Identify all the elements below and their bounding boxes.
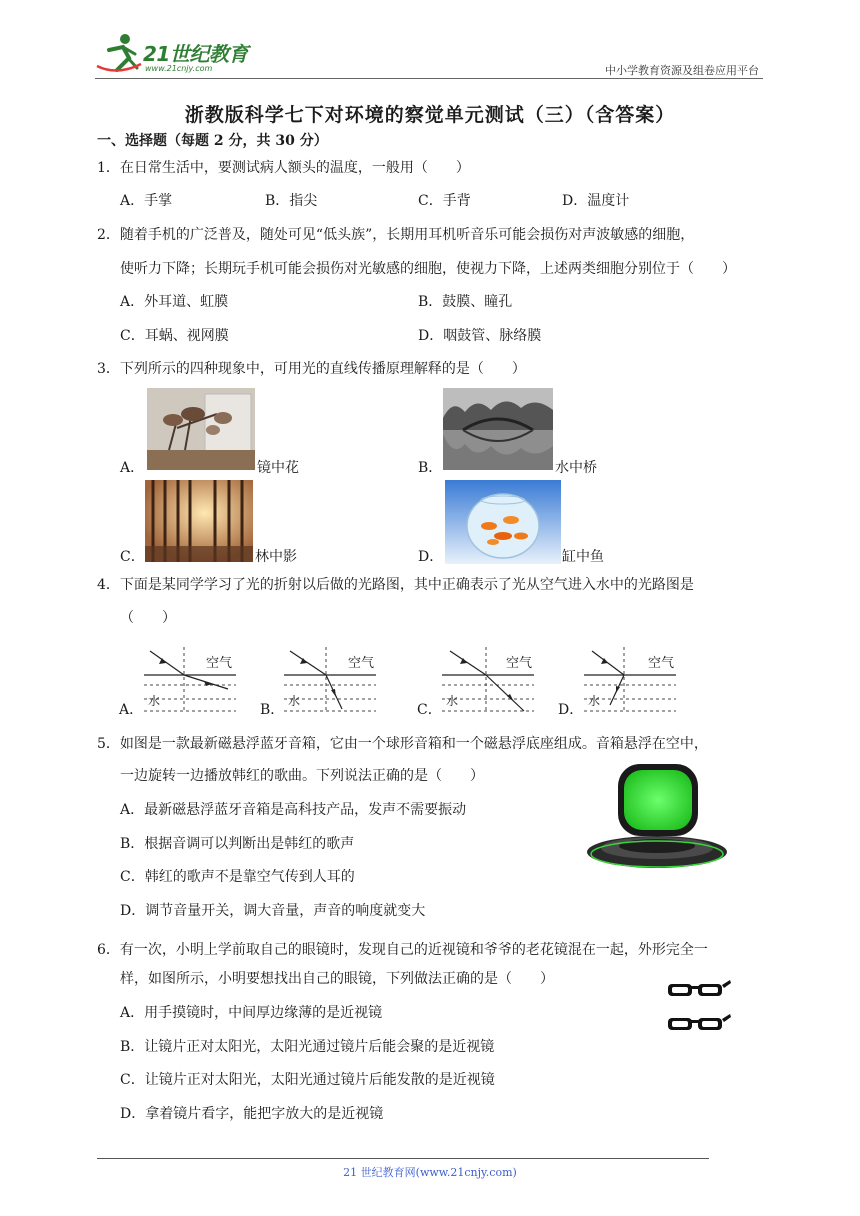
q5-option-d: D．调节音量开关，调大音量，声音的响度就变大 — [120, 903, 426, 919]
q2-option-d: D．咽鼓管、脉络膜 — [418, 328, 542, 344]
q4-option-a-letter: A． — [119, 702, 144, 718]
q5-stem-line2: 一边旋转一边播放韩红的歌曲。下列说法正确的是（ ） — [120, 768, 484, 784]
q4-b-water-label: 水 — [288, 694, 301, 708]
q2-option-a: A．外耳道、虹膜 — [120, 294, 229, 310]
q2-option-b: B．鼓膜、瞳孔 — [418, 294, 513, 310]
q6-option-d: D．拿着镜片看字，能把字放大的是近视镜 — [120, 1106, 384, 1122]
q3-option-c-label: 林中影 — [255, 549, 297, 565]
glasses-icon — [666, 976, 732, 1036]
footer-text: 21 世纪教育网(www.21cnjy.com) — [343, 1166, 517, 1179]
q6-stem-line1: 6．有一次，小明上学前取自己的眼镜时，发现自己的近视镜和爷爷的老花镜混在一起，外形完全一 — [97, 942, 708, 958]
q1-option-a: A．手掌 — [120, 193, 173, 209]
header-divider — [95, 78, 763, 79]
q4-a-air-label: 空气 — [206, 656, 233, 671]
runner-logo-icon — [95, 30, 143, 76]
q1-option-b: B．指尖 — [265, 193, 318, 209]
q2-stem-line2: 使听力下降；长期玩手机可能会损伤对光敏感的细胞，使视力下降，上述两类细胞分别位于（ ） — [120, 261, 736, 277]
q1-stem: 1．在日常生活中，要测试病人额头的温度，一般用（ ） — [97, 160, 470, 176]
q3-option-b-letter: B． — [418, 460, 443, 476]
q3-option-d-label: 缸中鱼 — [562, 549, 604, 565]
q4-b-air-label: 空气 — [348, 656, 375, 671]
q5-option-c: C．韩红的歌声不是靠空气传到人耳的 — [120, 869, 355, 885]
water-bridge-image — [443, 388, 553, 470]
logo-text: 21世纪教育 — [143, 42, 248, 66]
q6-option-c: C．让镜片正对太阳光，太阳光通过镜片后能发散的是近视镜 — [120, 1072, 495, 1088]
q3-option-d-letter: D． — [418, 549, 444, 565]
page-header — [95, 30, 765, 80]
q3-option-c-letter: C． — [120, 549, 145, 565]
q3-option-a-label: 镜中花 — [257, 460, 299, 476]
footer-divider — [97, 1158, 709, 1159]
forest-shadow-image — [145, 480, 253, 562]
q4-option-d-letter: D． — [558, 702, 584, 718]
header-platform-text: 中小学教育资源及组卷应用平台 — [605, 64, 759, 77]
q2-stem-line1: 2．随着手机的广泛普及，随处可见“低头族”，长期用耳机听音乐可能会损伤对声波敏感的细胞， — [97, 227, 695, 243]
q6-option-b: B．让镜片正对太阳光，太阳光通过镜片后能会聚的是近视镜 — [120, 1039, 495, 1055]
q4-a-water-label: 水 — [148, 694, 161, 708]
q1-option-c: C．手背 — [418, 193, 471, 209]
q1-option-d: D．温度计 — [562, 193, 630, 209]
mirror-flower-image — [147, 388, 255, 470]
q4-diagram-c — [438, 643, 538, 715]
q4-diagram-a — [140, 643, 240, 715]
section-heading: 一、选择题（每题 2 分，共 30 分） — [97, 133, 328, 149]
q4-stem-line2: （ ） — [120, 610, 176, 626]
q4-option-c-letter: C． — [417, 702, 442, 718]
q5-stem-line1: 5．如图是一款最新磁悬浮蓝牙音箱，它由一个球形音箱和一个磁悬浮底座组成。音箱悬浮在空中， — [97, 736, 708, 752]
logo-url: www.21cnjy.com — [145, 64, 213, 73]
q4-diagram-d — [580, 643, 680, 715]
logo — [95, 30, 265, 78]
maglev-speaker-image — [584, 762, 730, 874]
q6-stem-line2: 样，如图所示，小明要想找出自己的眼镜，下列做法正确的是（ ） — [120, 971, 554, 987]
q4-d-water-label: 水 — [588, 694, 601, 708]
q4-stem-line1: 4．下面是某同学学习了光的折射以后做的光路图，其中正确表示了光从空气进入水中的光路图是 — [97, 577, 694, 593]
fish-bowl-image — [445, 480, 561, 564]
q3-option-b-label: 水中桥 — [555, 460, 597, 476]
q4-diagram-b — [280, 643, 380, 715]
q2-option-c: C．耳蜗、视网膜 — [120, 328, 229, 344]
q4-c-air-label: 空气 — [506, 656, 533, 671]
q4-c-water-label: 水 — [446, 694, 459, 708]
q4-d-air-label: 空气 — [648, 656, 675, 671]
q4-option-b-letter: B． — [260, 702, 285, 718]
q3-option-a-letter: A． — [120, 460, 145, 476]
page-title: 浙教版科学七下对环境的察觉单元测试（三）（含答案） — [184, 104, 676, 126]
q3-stem: 3．下列所示的四种现象中，可用光的直线传播原理解释的是（ ） — [97, 361, 526, 377]
q5-option-b: B．根据音调可以判断出是韩红的歌声 — [120, 836, 355, 852]
q6-option-a: A．用手摸镜时，中间厚边缘薄的是近视镜 — [120, 1005, 383, 1021]
q5-option-a: A．最新磁悬浮蓝牙音箱是高科技产品，发声不需要振动 — [120, 802, 467, 818]
